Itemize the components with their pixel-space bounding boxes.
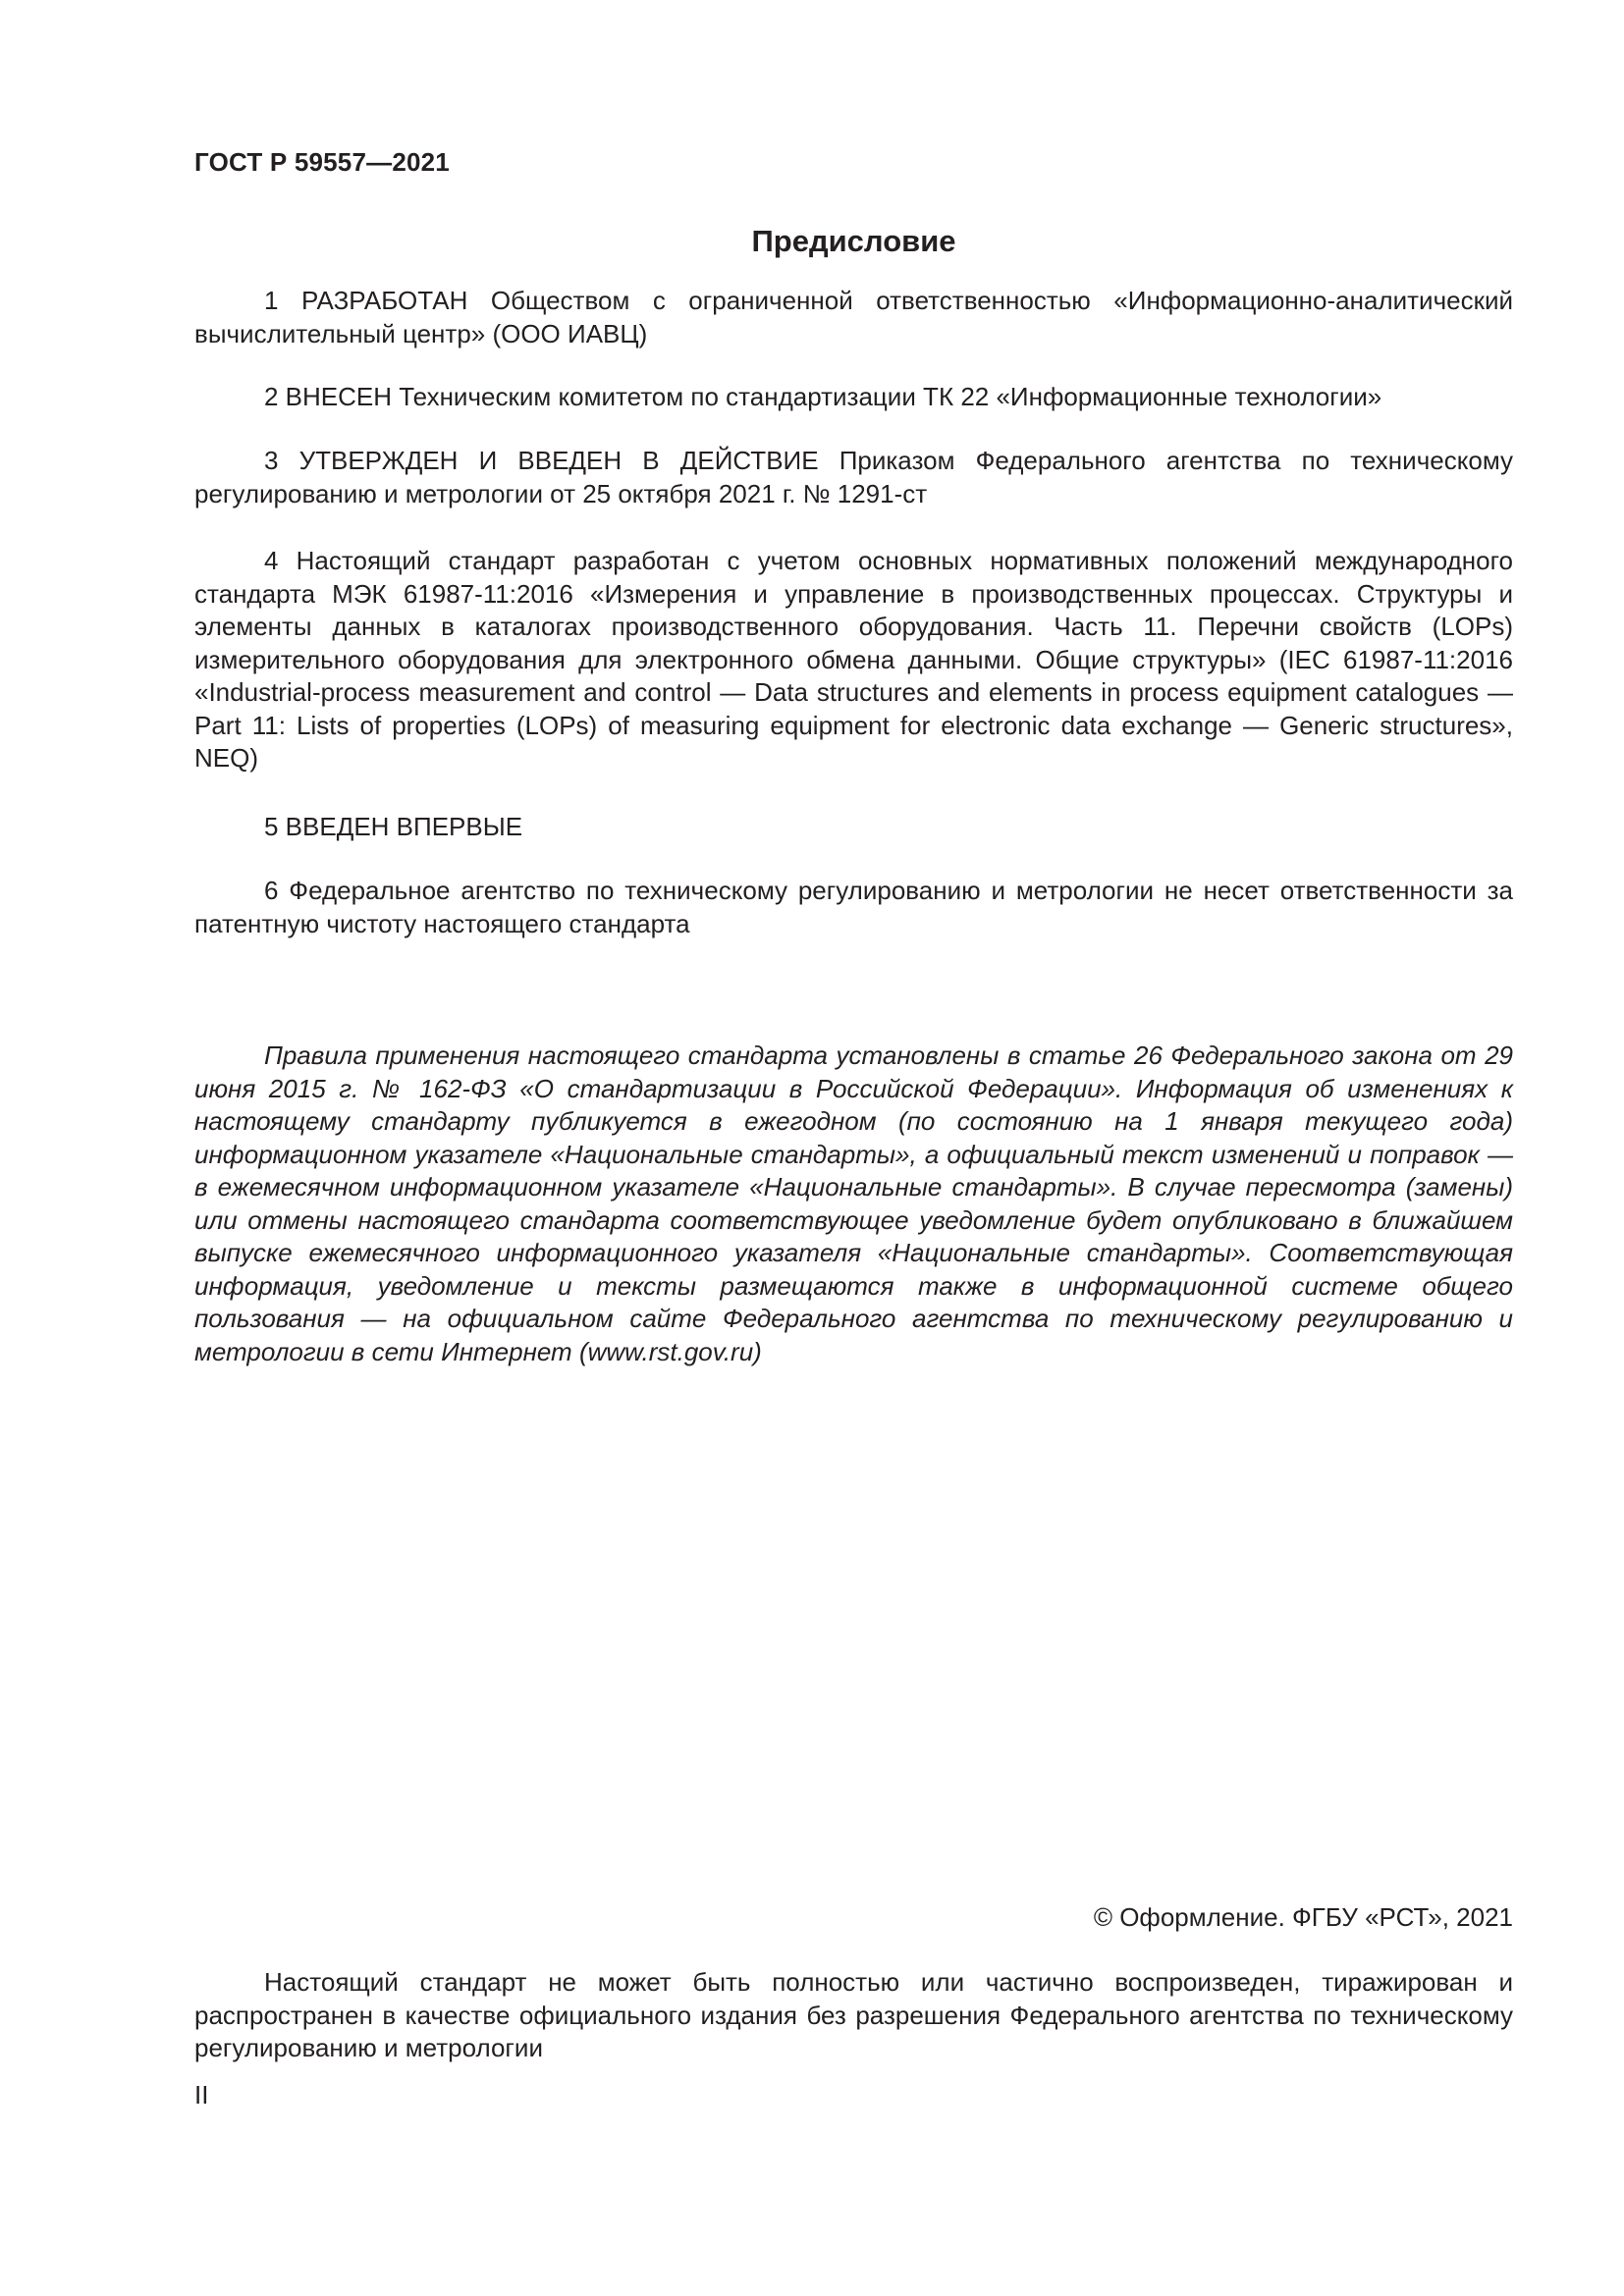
preface-item-2: 2 ВНЕСЕН Техническим комитетом по стандартизации ТК 22 «Информационные технологии» (264, 382, 1382, 411)
copyright-line: © Оформление. ФГБУ «РСТ», 2021 (1093, 1902, 1513, 1932)
page-title: Предисловие (751, 224, 956, 258)
preface-item-6: 6 Федеральное агентство по техническому регулированию и метрологии не несет ответственности за патентную чистоту настоящего стандарта (194, 876, 1513, 938)
preface-item-4: 4 Настоящий стандарт разработан с учетом основных нормативных положений международного стандарта МЭК 61987-11:2016 «Измерения и управление в производственных процессах. Структуры и элементы данных в каталогах производственного оборудования. Часть 11. Перечни свойств (LOPs) измерительного оборудования для электронного обмена данными. Общие структуры» (IEC 61987-11:2016 «Industrial-process measurement and control — Data structures and elements in process equipment catalogues — Part 11: Lists of properties (LOPs) of measuring equipment for electronic data exchange — Generic structures», NEQ) (194, 546, 1513, 773)
rules-of-application: Правила применения настоящего стандарта установлены в статье 26 Федерального закона от 29 июня 2015 г. № 162-ФЗ «О стандартизации в Российской Федерации». Информация об изменениях к настоящему стандарту публикуется в ежегодном (по состоянию на 1 января текущего года) информационном указателе «Национальные стандарты», а официальный текст изменений и поправок — в ежемесячном информационном указателе «Национальные стандарты». В случае пересмотра (замены) или отмены настоящего стандарта соответствующее уведомление будет опубликовано в ближайшем выпуске ежемесячного информационного указателя «Национальные стандарты». Соответствующая информация, уведомление и тексты размещаются также в информационной системе общего пользования — на официальном сайте Федерального агентства по техническому регулированию и метрологии в сети Интернет (www.rst.gov.ru) (194, 1041, 1513, 1366)
reproduction-notice: Настоящий стандарт не может быть полностью или частично воспроизведен, тиражирован и распространен в качестве официального издания без разрешения Федерального агентства по техническому регулированию и метрологии (194, 1967, 1513, 2062)
preface-item-5: 5 ВВЕДЕН ВПЕРВЫЕ (264, 812, 523, 841)
preface-item-3: 3 УТВЕРЖДЕН И ВВЕДЕН В ДЕЙСТВИЕ Приказом Федерального агентства по техническому регулированию и метрологии от 25 октября 2021 г. № 1291-ст (194, 446, 1513, 508)
standard-code: ГОСТ Р 59557—2021 (194, 147, 450, 177)
preface-item-1: 1 РАЗРАБОТАН Обществом с ограниченной ответственностью «Информационно-аналитический вычислительный центр» (ООО ИАВЦ) (194, 286, 1513, 348)
page-number: II (194, 2080, 209, 2109)
